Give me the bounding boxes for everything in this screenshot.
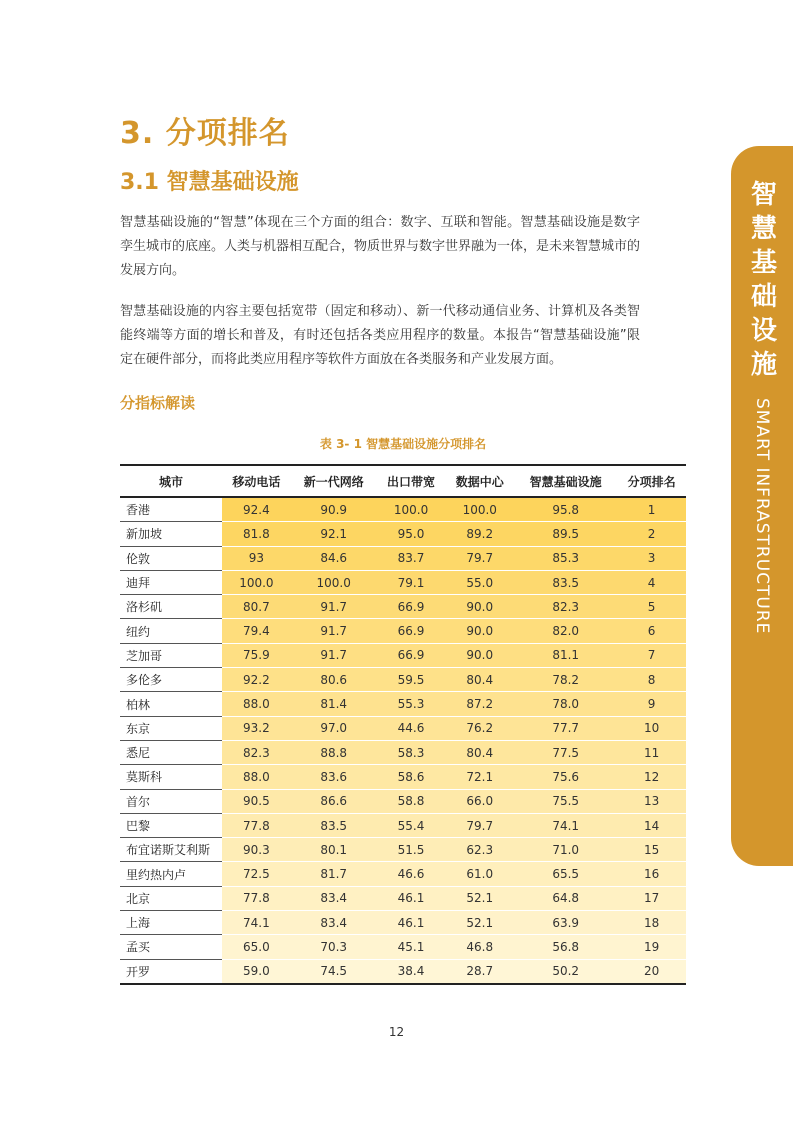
value-cell: 83.5 xyxy=(514,570,617,594)
table-row xyxy=(120,716,686,740)
table-row xyxy=(120,838,686,862)
col-header-mobile: 移动电话 xyxy=(222,465,291,497)
value-cell: 15 xyxy=(617,838,686,862)
value-cell: 90.0 xyxy=(445,643,514,667)
city-cell: 孟买 xyxy=(120,935,222,959)
value-cell: 66.9 xyxy=(377,643,446,667)
value-cell: 62.3 xyxy=(445,838,514,862)
value-cell: 74.1 xyxy=(514,813,617,837)
value-cell: 46.6 xyxy=(377,862,446,886)
value-cell: 5 xyxy=(617,595,686,619)
indicator-section-label: 分指标解读 xyxy=(120,394,196,412)
value-cell: 55.3 xyxy=(377,692,446,716)
table-row xyxy=(120,668,686,692)
value-cell: 59.5 xyxy=(377,668,446,692)
value-cell: 90.9 xyxy=(291,497,377,522)
city-cell: 迪拜 xyxy=(120,570,222,594)
city-cell: 首尔 xyxy=(120,789,222,813)
value-cell: 79.1 xyxy=(377,570,446,594)
value-cell: 88.0 xyxy=(222,692,291,716)
value-cell: 74.1 xyxy=(222,911,291,935)
value-cell: 19 xyxy=(617,935,686,959)
scope-paragraph: 智慧基础设施的内容主要包括宽带（固定和移动）、新一代移动通信业务、计算机及各类智能终端等方面的增长和普及，有时还包括各类应用程序的数量。本报告“智慧基础设施”限定在硬件部分，而将此类应用程序等软件方面放在各类服务和产业发展方面。 xyxy=(120,304,640,367)
value-cell: 95.0 xyxy=(377,522,446,546)
value-cell: 38.4 xyxy=(377,959,446,984)
side-title-en: SMART INFRASTRUCTURE xyxy=(752,398,772,635)
value-cell: 74.5 xyxy=(291,959,377,984)
side-chapter-title xyxy=(731,180,793,634)
value-cell: 55.0 xyxy=(445,570,514,594)
value-cell: 70.3 xyxy=(291,935,377,959)
value-cell: 91.7 xyxy=(291,619,377,643)
value-cell: 76.2 xyxy=(445,716,514,740)
value-cell: 92.1 xyxy=(291,522,377,546)
value-cell: 83.7 xyxy=(377,546,446,570)
value-cell: 79.7 xyxy=(445,546,514,570)
table-row xyxy=(120,740,686,764)
value-cell: 84.6 xyxy=(291,546,377,570)
table-row xyxy=(120,935,686,959)
page-number: 12 xyxy=(388,1025,405,1039)
value-cell: 83.4 xyxy=(291,911,377,935)
table-caption: 表 3- 1 智慧基础设施分项排名 xyxy=(319,437,487,451)
value-cell: 8 xyxy=(617,668,686,692)
value-cell: 75.5 xyxy=(514,789,617,813)
table-row xyxy=(120,765,686,789)
col-header-next-gen-network: 新一代网络 xyxy=(291,465,377,497)
value-cell: 64.8 xyxy=(514,886,617,910)
value-cell: 90.0 xyxy=(445,595,514,619)
value-cell: 9 xyxy=(617,692,686,716)
city-cell: 新加坡 xyxy=(120,522,222,546)
value-cell: 88.8 xyxy=(291,740,377,764)
intro-paragraph: 智慧基础设施的“智慧”体现在三个方面的组合：数字、互联和智能。智慧基础设施是数字孪生城市的底座。人类与机器相互配合，物质世界与数字世界融为一体，是未来智慧城市的发展方向。 xyxy=(120,215,641,278)
table-body xyxy=(120,497,686,984)
table-row xyxy=(120,643,686,667)
value-cell: 78.2 xyxy=(514,668,617,692)
value-cell: 14 xyxy=(617,813,686,837)
value-cell: 50.2 xyxy=(514,959,617,984)
value-cell: 56.8 xyxy=(514,935,617,959)
value-cell: 65.0 xyxy=(222,935,291,959)
value-cell: 13 xyxy=(617,789,686,813)
value-cell: 72.5 xyxy=(222,862,291,886)
value-cell: 93.2 xyxy=(222,716,291,740)
table-row xyxy=(120,789,686,813)
subsection-heading: 3.1 智慧基础设施 xyxy=(120,170,299,195)
table-row xyxy=(120,595,686,619)
value-cell: 85.3 xyxy=(514,546,617,570)
city-cell: 里约热内卢 xyxy=(120,862,222,886)
value-cell: 71.0 xyxy=(514,838,617,862)
value-cell: 92.2 xyxy=(222,668,291,692)
value-cell: 58.8 xyxy=(377,789,446,813)
value-cell: 77.8 xyxy=(222,813,291,837)
value-cell: 81.4 xyxy=(291,692,377,716)
value-cell: 58.3 xyxy=(377,740,446,764)
value-cell: 66.9 xyxy=(377,619,446,643)
col-header-data-center: 数据中心 xyxy=(445,465,514,497)
table-row xyxy=(120,570,686,594)
value-cell: 77.7 xyxy=(514,716,617,740)
value-cell: 80.1 xyxy=(291,838,377,862)
city-cell: 布宜诺斯艾利斯 xyxy=(120,838,222,862)
value-cell: 81.7 xyxy=(291,862,377,886)
city-cell: 莫斯科 xyxy=(120,765,222,789)
value-cell: 55.4 xyxy=(377,813,446,837)
value-cell: 75.9 xyxy=(222,643,291,667)
value-cell: 66.0 xyxy=(445,789,514,813)
city-cell: 东京 xyxy=(120,716,222,740)
section-heading: 3. 分项排名 xyxy=(120,116,290,151)
value-cell: 17 xyxy=(617,886,686,910)
city-cell: 芝加哥 xyxy=(120,643,222,667)
value-cell: 58.6 xyxy=(377,765,446,789)
table-row xyxy=(120,522,686,546)
value-cell: 86.6 xyxy=(291,789,377,813)
value-cell: 7 xyxy=(617,643,686,667)
value-cell: 1 xyxy=(617,497,686,522)
value-cell: 52.1 xyxy=(445,886,514,910)
value-cell: 63.9 xyxy=(514,911,617,935)
value-cell: 97.0 xyxy=(291,716,377,740)
value-cell: 89.2 xyxy=(445,522,514,546)
value-cell: 11 xyxy=(617,740,686,764)
value-cell: 51.5 xyxy=(377,838,446,862)
value-cell: 87.2 xyxy=(445,692,514,716)
value-cell: 100.0 xyxy=(291,570,377,594)
value-cell: 82.3 xyxy=(222,740,291,764)
value-cell: 82.0 xyxy=(514,619,617,643)
value-cell: 12 xyxy=(617,765,686,789)
table-header-row xyxy=(120,465,686,497)
value-cell: 81.8 xyxy=(222,522,291,546)
value-cell: 66.9 xyxy=(377,595,446,619)
col-header-rank: 分项排名 xyxy=(617,465,686,497)
city-cell: 纽约 xyxy=(120,619,222,643)
value-cell: 81.1 xyxy=(514,643,617,667)
city-cell: 上海 xyxy=(120,911,222,935)
table-row xyxy=(120,813,686,837)
value-cell: 28.7 xyxy=(445,959,514,984)
value-cell: 61.0 xyxy=(445,862,514,886)
table-row xyxy=(120,959,686,984)
value-cell: 18 xyxy=(617,911,686,935)
value-cell: 65.5 xyxy=(514,862,617,886)
value-cell: 100.0 xyxy=(222,570,291,594)
table-row xyxy=(120,911,686,935)
value-cell: 20 xyxy=(617,959,686,984)
city-cell: 柏林 xyxy=(120,692,222,716)
value-cell: 59.0 xyxy=(222,959,291,984)
value-cell: 88.0 xyxy=(222,765,291,789)
table-row xyxy=(120,497,686,522)
value-cell: 83.4 xyxy=(291,886,377,910)
table-row xyxy=(120,862,686,886)
city-cell: 洛杉矶 xyxy=(120,595,222,619)
table-row xyxy=(120,886,686,910)
table-row xyxy=(120,546,686,570)
value-cell: 95.8 xyxy=(514,497,617,522)
value-cell: 80.4 xyxy=(445,668,514,692)
value-cell: 45.1 xyxy=(377,935,446,959)
col-header-bandwidth: 出口带宽 xyxy=(377,465,446,497)
city-cell: 多伦多 xyxy=(120,668,222,692)
value-cell: 75.6 xyxy=(514,765,617,789)
value-cell: 79.7 xyxy=(445,813,514,837)
value-cell: 82.3 xyxy=(514,595,617,619)
value-cell: 90.3 xyxy=(222,838,291,862)
value-cell: 46.1 xyxy=(377,911,446,935)
col-header-smart-infra: 智慧基础设施 xyxy=(514,465,617,497)
value-cell: 6 xyxy=(617,619,686,643)
value-cell: 4 xyxy=(617,570,686,594)
value-cell: 44.6 xyxy=(377,716,446,740)
value-cell: 80.7 xyxy=(222,595,291,619)
value-cell: 77.5 xyxy=(514,740,617,764)
city-cell: 伦敦 xyxy=(120,546,222,570)
value-cell: 93 xyxy=(222,546,291,570)
value-cell: 91.7 xyxy=(291,595,377,619)
city-cell: 北京 xyxy=(120,886,222,910)
value-cell: 92.4 xyxy=(222,497,291,522)
value-cell: 89.5 xyxy=(514,522,617,546)
value-cell: 90.0 xyxy=(445,619,514,643)
side-title-cn: 智慧基础设施 xyxy=(746,180,777,384)
city-cell: 开罗 xyxy=(120,959,222,984)
value-cell: 79.4 xyxy=(222,619,291,643)
value-cell: 100.0 xyxy=(445,497,514,522)
value-cell: 83.5 xyxy=(291,813,377,837)
col-header-city: 城市 xyxy=(120,465,222,497)
value-cell: 52.1 xyxy=(445,911,514,935)
value-cell: 2 xyxy=(617,522,686,546)
city-cell: 巴黎 xyxy=(120,813,222,837)
value-cell: 100.0 xyxy=(377,497,446,522)
value-cell: 80.4 xyxy=(445,740,514,764)
value-cell: 80.6 xyxy=(291,668,377,692)
value-cell: 3 xyxy=(617,546,686,570)
value-cell: 16 xyxy=(617,862,686,886)
value-cell: 78.0 xyxy=(514,692,617,716)
value-cell: 91.7 xyxy=(291,643,377,667)
value-cell: 46.8 xyxy=(445,935,514,959)
value-cell: 90.5 xyxy=(222,789,291,813)
value-cell: 83.6 xyxy=(291,765,377,789)
ranking-table xyxy=(120,464,686,985)
table-row xyxy=(120,619,686,643)
city-cell: 悉尼 xyxy=(120,740,222,764)
value-cell: 77.8 xyxy=(222,886,291,910)
value-cell: 72.1 xyxy=(445,765,514,789)
value-cell: 10 xyxy=(617,716,686,740)
city-cell: 香港 xyxy=(120,497,222,522)
table-row xyxy=(120,692,686,716)
value-cell: 46.1 xyxy=(377,886,446,910)
